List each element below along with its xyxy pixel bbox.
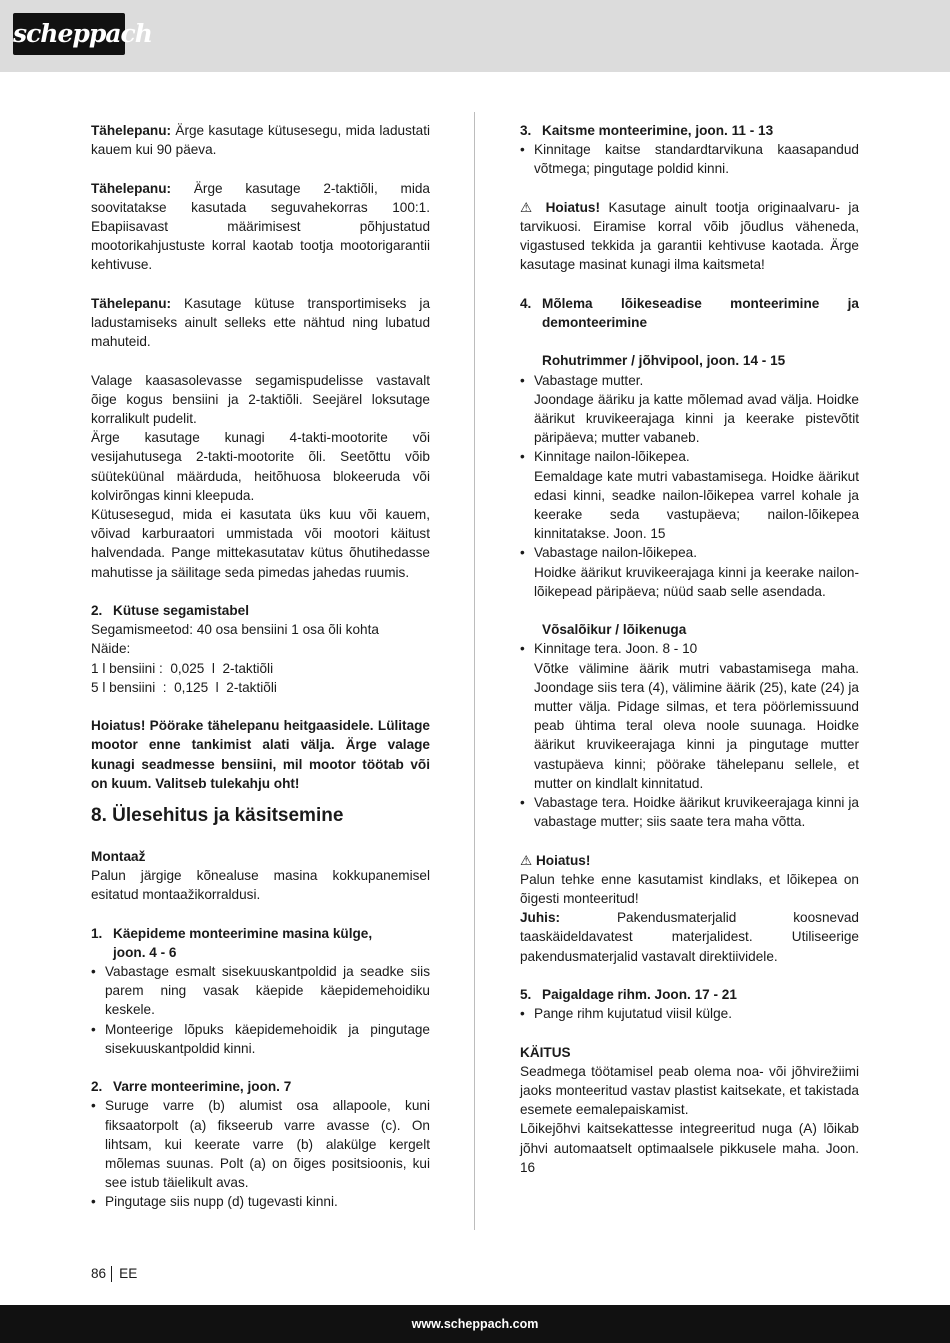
montaaz-text: Palun järgige kõnealuse masina kokkupanemisel esitatud montaažikorraldusi. — [91, 868, 430, 903]
right-column — [520, 121, 859, 1177]
left-column — [91, 121, 430, 1212]
mix-example-label: Näide: — [91, 641, 131, 657]
exhaust-warning: Hoiatus! Pöörake tähelepanu heitgaasidele. Lülitage mootor enne tankimist alati välja. Ärge valage kunagi seadmesse bensiini, mil mootor töötab või on kuum. Valitseb tulekahju oht! — [91, 718, 430, 791]
parts-warning: ⚠ Hoiatus! Kasutage ainult tootja originaalvaru- ja tarvikuosi. Eiramise korral võib jõudlus väheneda, vigastused tekkida ja garantii kehtivuse kaotada. Ärge kasutage masinat kunagi ilma kaitsmeta! — [520, 199, 860, 273]
language-code: EE — [119, 1266, 138, 1281]
list-item: • Vabastage tera. Hoidke äärikut kruvikeerajaga kinni ja vabastage mutter; siis saate tera maha võtta. — [520, 795, 859, 830]
fuel-storage-note: Tähelepanu: Ärge kasutage kütusesegu, mida ladustati kauem kui 90 päeva. — [91, 123, 430, 158]
brand-logo: scheppach — [13, 13, 125, 55]
step-1-heading: 1. Käepideme monteerimine masina külge, — [91, 925, 373, 941]
list-item-continuation: Võtke välimine äärik mutri vabastamisega maha. Joondage siis tera (4), välimine äärik (25), kate (24) ja mutter välja. Pidage silmas, et tera pöörlemissuund peab ühtima teral oleva noole suunaga. Hoidke äärikut kruvikeerajaga kinni ja pingutage mutter vastupäeva kinni; pöörake tähelepanu sellele, et mutter on kindlalt kinnitatud. — [534, 660, 859, 791]
page-number: 86 — [91, 1266, 107, 1281]
oil-ratio-note: Tähelepanu: Ärge kasutage 2-taktiõli, mida soovitatakse kasutada seguvahekorras 100:1. Ebapiisavast määrimisest põhjustatud mootorikahjustuste korral kaotab tootja mootorigarantii kehtivuse. — [91, 180, 430, 273]
section-8-heading: 8. Ülesehitus ja käsitsemine — [91, 804, 344, 826]
list-item: • Vabastage mutter. — [520, 372, 644, 388]
website-link[interactable]: www.scheppach.com — [411, 1317, 539, 1331]
list-item: • Monteerige lõpuks käepidemehoidik ja pingutage sisekuuskantpoldid kinni. — [91, 1021, 430, 1056]
step-1-figure-ref: joon. 4 - 6 — [113, 944, 177, 960]
packaging-note: Juhis: Pakendusmaterjalid koosnevad taaskäideldavatest materjalidest. Utiliseerige pakendusmaterjalid vastavalt direktiividele. — [520, 910, 859, 964]
mixing-paragraph: Valage kaasasolevasse segamispudelisse vastavalt õige kogus bensiini ja 2-taktiõli. Seejärel loksutage korralikult pudelit. — [91, 372, 430, 426]
warning-triangle-icon: ⚠ — [520, 199, 537, 215]
list-item: • Kinnitage nailon-lõikepea. — [520, 449, 690, 465]
fuel-age-paragraph: Kütusesegud, mida ei kasutata üks kuu või kauem, võivad karburaatori ummistada või mootori käitust halvendada. Pange mittekasutatav kütus õhutihedasse mahutisse ja säilitage seda pimedas jahedas ruumis. — [91, 507, 430, 580]
list-item-continuation: Joondage ääriku ja katte mõlemad avad välja. Hoidke äärikut kruvikeerajaga kinni ja keerake pistevõtit päripäeva; mutter vabaneb. — [534, 391, 859, 446]
list-item: • Pange rihm kujutatud viisil külge. — [520, 1006, 732, 1022]
mix-row-2: 5 l bensiini : 0,125 l 2-taktiõli — [91, 679, 277, 695]
mix-row-1: 1 l bensiini : 0,025 l 2-taktiõli — [91, 660, 274, 676]
mount-warning-text: Palun tehke enne kasutamist kindlaks, et lõikepea on õigesti monteeritud! — [520, 871, 859, 907]
oil-type-paragraph: Ärge kasutage kunagi 4-takti-mootorite või vesijahutusega 2-takti-mootorite õli. Seetõttu võib süüteküünal määrduda, heitõhuosa blokeeruda või kolvirõngas kinni kleepuda. — [91, 430, 430, 503]
page-footer — [91, 1264, 137, 1283]
mount-warning-heading: ⚠ Hoiatus! — [520, 852, 591, 868]
step-3-heading: 3. Kaitsme monteerimine, joon. 11 - 13 — [520, 123, 774, 138]
mix-method: Segamismeetod: 40 osa bensiini 1 osa õli kohta — [91, 622, 379, 638]
kaitus-heading: KÄITUS — [520, 1044, 571, 1060]
warning-triangle-icon: ⚠ — [520, 852, 533, 868]
mix-table-heading: 2. Kütuse segamistabel — [91, 603, 249, 619]
list-item: • Vabastage nailon-lõikepea. — [520, 545, 697, 561]
list-item: • Suruge varre (b) alumist osa allapoole, kuni fiksaatorpolt (a) fikseerub varre avasse (c). On lihtsam, kui keerate varre (b) alakülge kergelt mõlemas suunas. Polt (a) on õiges positsioonis, kui see istub täielikult avas. — [91, 1098, 430, 1191]
knife-heading: Võsalõikur / lõikenuga — [542, 622, 687, 638]
montaaz-heading: Montaaž — [91, 848, 146, 864]
container-note: Tähelepanu: Kasutage kütuse transportimiseks ja ladustamiseks ainult selleks ette nähtud ning lubatud mahuteid. — [91, 295, 430, 350]
list-item: • Kinnitage tera. Joon. 8 - 10 — [520, 641, 698, 657]
list-item-continuation: Hoidke äärikut kruvikeerajaga kinni ja keerake nailon-lõikepead päripäeva; nüüd saab selle asendada. — [534, 564, 859, 599]
step-4-heading: 4. Mõlema lõikeseadise monteerimine ja demonteerimine — [520, 295, 859, 330]
step-5-heading: 5. Paigaldage rihm. Joon. 17 - 21 — [520, 987, 737, 1003]
list-item: • Pingutage siis nupp (d) tugevasti kinni. — [91, 1194, 338, 1210]
list-item: • Kinnitage kaitse standardtarvikuna kaasapandud võtmega; pingutage poldid kinni. — [520, 142, 859, 177]
step-2-heading: 2. Varre monteerimine, joon. 7 — [91, 1079, 292, 1095]
list-item: • Vabastage esmalt sisekuuskantpoldid ja seadke siis parem ning vasak käepide käepidemehoidiku keskele. — [91, 964, 430, 1018]
list-item-continuation: Eemaldage kate mutri vabastamisega. Hoidke äärikut edasi kinni, seadke nailon-lõikepea varrel kohale ja keerake seda vastupäeva; nailon-lõikepea kinnitatakse. Joon. 15 — [534, 468, 859, 542]
kaitus-paragraph-2: Lõikejõhvi kaitsekattesse integreeritud nuga (A) lõikab jõhvi automaatselt optimaalsele pikkusele maha. Joon. 16 — [520, 1121, 859, 1175]
kaitus-paragraph-1: Seadmega töötamisel peab olema noa- või jõhvirežiimi jaoks monteeritud vastav plastist kaitsekate, et takistada esemete eemalepaiskamist. — [520, 1063, 859, 1118]
footer-separator — [111, 1266, 112, 1282]
trimmer-heading: Rohutrimmer / jõhvipool, joon. 14 - 15 — [542, 353, 786, 369]
column-divider — [474, 112, 475, 1230]
